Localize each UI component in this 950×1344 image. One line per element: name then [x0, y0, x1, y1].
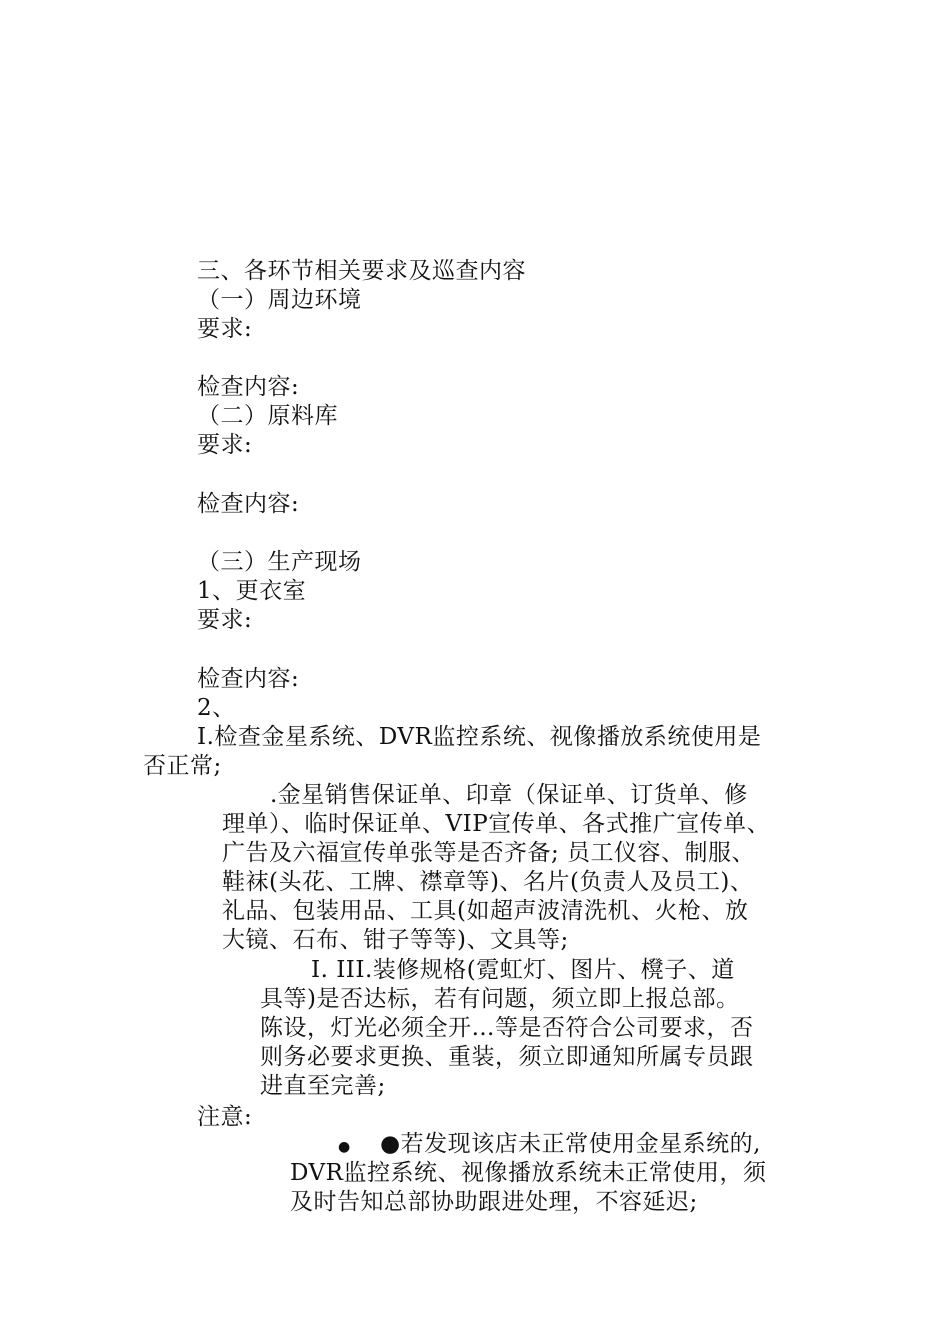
section-heading-raw-material: （二）原料库	[197, 403, 338, 429]
paragraph-line: DVR监控系统、视像播放系统未正常使用，须	[290, 1160, 767, 1186]
item-heading-changing-room: 1、更衣室	[197, 578, 307, 604]
requirements-label: 要求:	[197, 432, 253, 458]
paragraph-line: 礼品、包装用品、工具(如超声波清洗机、火枪、放	[222, 898, 749, 924]
note-label: 注意:	[197, 1104, 253, 1130]
section-heading-production: （三）生产现场	[197, 549, 362, 575]
check-content-label: 检查内容:	[197, 374, 300, 400]
paragraph-line: ●若发现该店未正常使用金星系统的,	[380, 1131, 761, 1157]
checklist-point-2	[222, 781, 770, 955]
checklist-point-1: I.检查金星系统、DVR监控系统、视像播放系统使用是	[197, 724, 762, 750]
paragraph-line: .金星销售保证单、印章（保证单、订货单、修	[270, 782, 748, 808]
checklist-point-1-cont: 否正常;	[143, 753, 222, 779]
item-heading-2: 2、	[197, 695, 236, 721]
checklist-point-3	[260, 956, 754, 1101]
note-paragraph	[290, 1130, 766, 1217]
paragraph-line: 进直至完善;	[260, 1073, 386, 1099]
paragraph-line: 大镜、石布、钳子等等)、文具等;	[222, 927, 569, 953]
paragraph-line: 及时告知总部协助跟进处理，不容延迟;	[290, 1189, 698, 1215]
requirements-label: 要求:	[197, 607, 253, 633]
check-content-label: 检查内容:	[197, 491, 300, 517]
section-heading-surroundings: （一）周边环境	[197, 287, 362, 313]
paragraph-line: 则务必要求更换、重装，须立即通知所属专员跟	[260, 1044, 754, 1070]
paragraph-line: 理单）、临时保证单、VIP宣传单、各式推广宣传单、	[222, 811, 771, 837]
bullet-icon: ●	[338, 1139, 351, 1155]
paragraph-line: 鞋袜(头花、工牌、襟章等)、名片(负责人及员工)、	[222, 869, 754, 895]
paragraph-line: 广告及六福宣传单张等是否齐备; 员工仪容、制服、	[222, 840, 756, 866]
paragraph-line: 陈设，灯光必须全开…等是否符合公司要求，否	[260, 1015, 754, 1041]
check-content-label: 检查内容:	[197, 666, 300, 692]
paragraph-line: 具等)是否达标，若有问题，须立即上报总部。	[260, 986, 740, 1012]
requirements-label: 要求:	[197, 316, 253, 342]
section-title: 三、各环节相关要求及巡查内容	[197, 258, 526, 284]
paragraph-line: I. III.装修规格(霓虹灯、图片、櫈子、道	[311, 957, 735, 983]
